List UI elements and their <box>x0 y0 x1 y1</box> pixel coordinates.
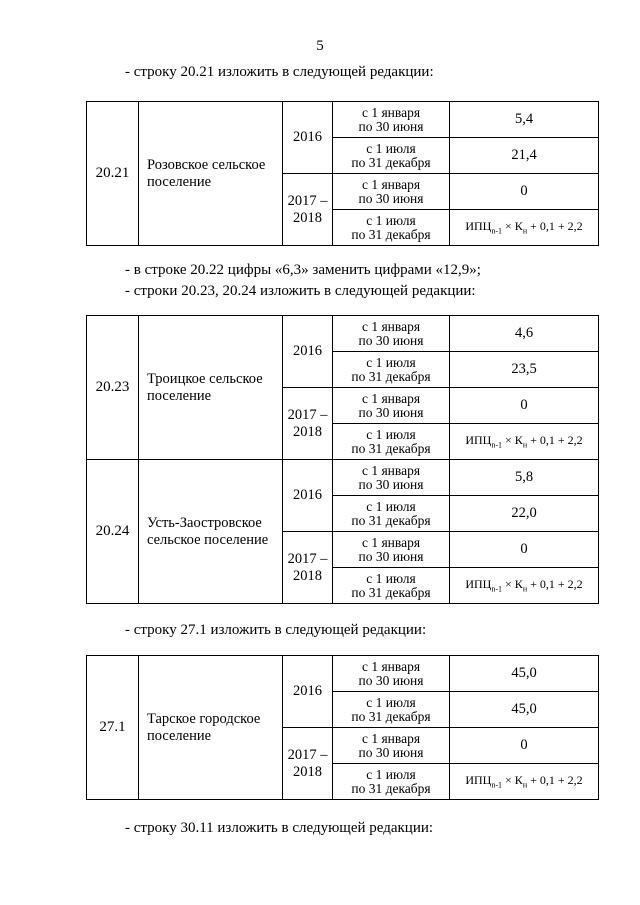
settlement-name <box>139 102 283 246</box>
formula-k-subscript: н <box>522 226 528 236</box>
value-2016-jan: 4,6 <box>450 316 599 352</box>
period-end: по 31 декабря <box>351 584 431 600</box>
formula-ipc-subscript: n-1 <box>491 440 503 450</box>
row-number: 27.1 <box>87 656 139 800</box>
amendment-table-20-23-20-24 <box>86 315 599 604</box>
value-2017-jan: 0 <box>450 388 599 424</box>
period-start: с 1 января <box>361 658 421 674</box>
period-end: по 30 июня <box>358 332 424 348</box>
period-end: по 31 декабря <box>351 708 431 724</box>
period-end: по 30 июня <box>358 118 424 134</box>
period-cell <box>333 210 450 246</box>
settlement-name-line: поселение <box>147 727 212 744</box>
period-cell <box>333 102 450 138</box>
value-2016-jan: 5,4 <box>450 102 599 138</box>
period-cell <box>333 764 450 800</box>
formula-k-subscript: н <box>522 780 528 790</box>
settlement-name-line: Усть-Заостровское <box>147 514 262 531</box>
value-2016-jan: 5,8 <box>450 460 599 496</box>
year-2016: 2016 <box>283 102 333 174</box>
year-2017-2018 <box>283 728 333 800</box>
period-cell <box>333 138 450 174</box>
year-2016: 2016 <box>283 656 333 728</box>
formula-ipc-subscript: n-1 <box>491 226 503 236</box>
value-2017-jan: 0 <box>450 174 599 210</box>
year-range-end: 2018 <box>293 763 322 780</box>
period-cell <box>333 656 450 692</box>
year-range-start: 2017 – <box>287 550 328 567</box>
value-2016-jul: 21,4 <box>450 138 599 174</box>
formula-cell: $ИПЦ_{n-1} \times К_н + 0,1 + 2,2$ <box>450 210 599 246</box>
period-start: с 1 января <box>361 462 421 478</box>
formula-cell: $ИПЦ_{n-1} \times К_н + 0,1 + 2,2$ <box>450 764 599 800</box>
year-2017-2018 <box>283 532 333 604</box>
formula-tail: + 0,1 + 2,2 <box>527 773 583 788</box>
year-2017-2018 <box>283 174 333 246</box>
period-start: с 1 января <box>361 318 421 334</box>
formula-ipc: ИПЦ <box>465 433 492 448</box>
year-2016: 2016 <box>283 316 333 388</box>
year-range-end: 2018 <box>293 423 322 440</box>
table-row <box>87 656 599 692</box>
period-cell <box>333 728 450 764</box>
value-2016-jul: 22,0 <box>450 496 599 532</box>
instruction-27-1: - строку 27.1 изложить в следующей редакции: <box>125 622 427 638</box>
period-start: с 1 января <box>361 176 421 192</box>
formula-ipc: ИПЦ <box>465 219 492 234</box>
period-end: по 30 июня <box>358 548 424 564</box>
period-cell <box>333 496 450 532</box>
period-end: по 31 декабря <box>351 512 431 528</box>
settlement-name-line: Розовское сельское <box>147 156 266 173</box>
formula-ipc-subscript: n-1 <box>491 780 503 790</box>
period-start: с 1 июля <box>366 570 416 586</box>
row-number: 20.21 <box>87 102 139 246</box>
period-end: по 30 июня <box>358 672 424 688</box>
year-range-start: 2017 – <box>287 192 328 209</box>
formula-cell: $ИПЦ_{n-1} \times К_н + 0,1 + 2,2$ <box>450 424 599 460</box>
settlement-name <box>139 316 283 460</box>
table-row <box>87 316 599 352</box>
period-end: по 31 декабря <box>351 440 431 456</box>
formula-cell: $ИПЦ_{n-1} \times К_н + 0,1 + 2,2$ <box>450 568 599 604</box>
formula-ipc-subscript: n-1 <box>491 584 503 594</box>
value-2017-jan: 0 <box>450 728 599 764</box>
period-end: по 31 декабря <box>351 226 431 242</box>
formula-k: К <box>514 577 523 592</box>
settlement-name-line: Тарское городское <box>147 710 261 727</box>
period-start: с 1 июля <box>366 766 416 782</box>
settlement-name-line: Троицкое сельское <box>147 370 263 387</box>
amendment-table-20-21 <box>86 101 599 246</box>
settlement-name <box>139 460 283 604</box>
period-end: по 31 декабря <box>351 780 431 796</box>
formula-k: К <box>514 219 523 234</box>
table-row <box>87 102 599 138</box>
instruction-20-21: - строку 20.21 изложить в следующей редакции: <box>125 64 434 80</box>
instruction-20-22: - в строке 20.22 цифры «6,3» заменить цифрами «12,9»; <box>125 262 481 278</box>
period-end: по 30 июня <box>358 476 424 492</box>
period-end: по 31 декабря <box>351 154 431 170</box>
settlement-name-line: сельское поселение <box>147 531 269 548</box>
period-start: с 1 января <box>361 390 421 406</box>
period-cell <box>333 316 450 352</box>
instruction-20-23-20-24: - строки 20.23, 20.24 изложить в следующей редакции: <box>125 283 476 299</box>
table-row <box>87 460 599 496</box>
year-range-end: 2018 <box>293 209 322 226</box>
formula-tail: + 0,1 + 2,2 <box>527 433 583 448</box>
year-2016: 2016 <box>283 460 333 532</box>
formula-k-subscript: н <box>522 584 528 594</box>
formula-ipc: ИПЦ <box>465 577 492 592</box>
period-start: с 1 января <box>361 104 421 120</box>
value-2016-jan: 45,0 <box>450 656 599 692</box>
period-start: с 1 июля <box>366 426 416 442</box>
page-number: 5 <box>316 38 324 54</box>
period-end: по 31 декабря <box>351 368 431 384</box>
value-2016-jul: 45,0 <box>450 692 599 728</box>
value-2016-jul: 23,5 <box>450 352 599 388</box>
period-cell <box>333 568 450 604</box>
period-end: по 30 июня <box>358 404 424 420</box>
year-2017-2018 <box>283 388 333 460</box>
year-range-start: 2017 – <box>287 406 328 423</box>
period-start: с 1 июля <box>366 212 416 228</box>
formula-k: К <box>514 773 523 788</box>
period-start: с 1 января <box>361 534 421 550</box>
period-end: по 30 июня <box>358 744 424 760</box>
period-cell <box>333 460 450 496</box>
period-start: с 1 июля <box>366 498 416 514</box>
formula-tail: + 0,1 + 2,2 <box>527 219 583 234</box>
amendment-table-27-1 <box>86 655 599 800</box>
formula-ipc: ИПЦ <box>465 773 492 788</box>
year-range-end: 2018 <box>293 567 322 584</box>
value-2017-jan: 0 <box>450 532 599 568</box>
period-cell <box>333 388 450 424</box>
formula-k-subscript: н <box>522 440 528 450</box>
period-end: по 30 июня <box>358 190 424 206</box>
period-cell <box>333 692 450 728</box>
formula-tail: + 0,1 + 2,2 <box>527 577 583 592</box>
year-range-start: 2017 – <box>287 746 328 763</box>
period-start: с 1 июля <box>366 694 416 710</box>
period-cell <box>333 532 450 568</box>
row-number: 20.23 <box>87 316 139 460</box>
row-number: 20.24 <box>87 460 139 604</box>
instruction-30-11: - строку 30.11 изложить в следующей редакции: <box>125 820 434 836</box>
period-start: с 1 января <box>361 730 421 746</box>
settlement-name-line: поселение <box>147 387 212 404</box>
period-cell <box>333 352 450 388</box>
period-cell <box>333 174 450 210</box>
settlement-name-line: поселение <box>147 173 212 190</box>
formula-k: К <box>514 433 523 448</box>
settlement-name <box>139 656 283 800</box>
period-cell <box>333 424 450 460</box>
period-start: с 1 июля <box>366 354 416 370</box>
period-start: с 1 июля <box>366 140 416 156</box>
